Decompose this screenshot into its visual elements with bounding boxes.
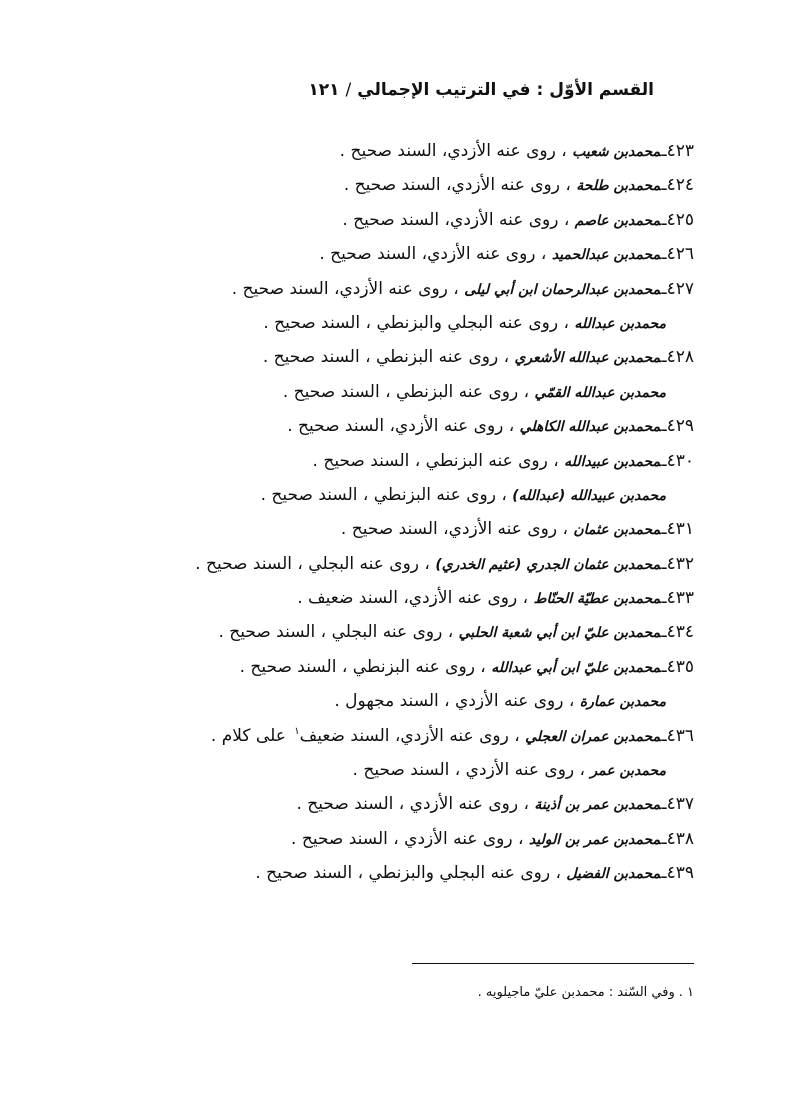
narrator-name: محمدبن طلحة: [576, 178, 661, 195]
entry-number: ٤٣٣: [666, 588, 694, 609]
entry-text: ، روى عنه البجلي ، السند صحيح .: [195, 553, 430, 574]
header-title: القسم الأوّل : في الترتيب الإجمالي: [357, 80, 654, 100]
narrator-name: محمدبن عبيدالله (عبدالله): [512, 487, 666, 504]
list-item: ٤٣٣ـمحمدبن عطيّة الحنّاط ، روى عنه الأزدي، السند ضعيف .: [297, 588, 694, 609]
entry-number: ٤٢٧: [666, 278, 694, 299]
narrator-name: محمدبن عبدالله القمّي: [534, 384, 666, 401]
entry-text: ، روى عنه الأزدي، السند صحيح .: [231, 278, 459, 299]
entry-number: ٤٣٢: [666, 553, 694, 574]
entry-number: ٤٣٤: [666, 622, 694, 643]
entry-text-continued: على كلام .: [210, 725, 286, 746]
narrator-name: محمدبن عمر: [590, 763, 666, 780]
entry-text: ، روى عنه البزنطي ، السند صحيح .: [260, 484, 507, 505]
narrator-name: محمدبن عمران العجلي: [525, 728, 661, 745]
list-item: ٤٣٢ـمحمدبن عثمان الجدري (عثيم الخدري) ، روى عنه البجلي ، السند صحيح .: [195, 553, 694, 574]
list-item: ٤٣٦ـمحمدبن عمران العجلي ، روى عنه الأزدي، السند ضعيف$^١$ على كلام .: [210, 725, 694, 746]
entry-text: ، روى عنه الأزدي، السند صحيح .: [343, 175, 571, 196]
list-item: ٤٢٧ـمحمدبن عبدالرحمان ابن أبي ليلى ، روى عنه الأزدي، السند صحيح .: [231, 278, 694, 299]
entry-number: ٤٢٤: [666, 175, 694, 196]
entry-number: ٤٢٣: [666, 141, 694, 161]
entry-number: ٤٣١: [666, 519, 694, 540]
list-item: ٤٣٩ـمحمدبن الفضيل ، روى عنه البجلي والبزنطي ، السند صحيح .: [255, 863, 694, 884]
entry-number: ٤٣٧: [666, 794, 694, 815]
entry-text: ، روى عنه البزنطي ، السند صحيح .: [312, 450, 559, 471]
footnote-text: وفي السّند : محمدبن عليّ ماجيلويه .: [477, 985, 675, 1000]
narrator-name: محمدبن عاصم: [574, 212, 661, 229]
entry-text: ، روى عنه الأزدي، السند صحيح .: [339, 141, 567, 161]
list-item: ٤٢٥ـمحمدبن عاصم ، روى عنه الأزدي، السند صحيح .: [342, 209, 694, 230]
list-item: ٤٢٤ـمحمدبن طلحة ، روى عنه الأزدي، السند صحيح .: [343, 175, 694, 196]
entry-text: ، روى عنه الأزدي ، السند صحيح .: [352, 760, 586, 781]
entry-text: ، روى عنه البزنطي ، السند صحيح .: [282, 381, 530, 402]
entry-text: ، روى عنه الأزدي، السند صحيح .: [287, 416, 515, 437]
entry-text: ، روى عنه البجلي ، السند صحيح .: [218, 622, 454, 643]
running-header: [134, 80, 654, 100]
narrator-name: محمدبن عليّ ابن أبي عبدالله: [491, 659, 661, 676]
footnote: [94, 985, 694, 1000]
list-item: ٤٣٠ـمحمدبن عبيدالله ، روى عنه البزنطي ، السند صحيح .: [312, 450, 694, 471]
list-item: ٤٢٩ـمحمدبن عبدالله الكاهلي ، روى عنه الأزدي، السند صحيح .: [287, 416, 694, 437]
list-item: ٤٣٥ـمحمدبن عليّ ابن أبي عبدالله ، روى عنه البزنطي ، السند صحيح .: [239, 656, 694, 677]
entry-number: ٤٢٦: [666, 244, 694, 265]
entry-text: ، روى عنه الأزدي، السند صحيح .: [319, 244, 547, 265]
list-item: ٤٢٦ـمحمدبن عبدالحميد ، روى عنه الأزدي، السند صحيح .: [319, 244, 694, 265]
list-item: ٤٣١ـمحمدبن عثمان ، روى عنه الأزدي، السند صحيح .: [340, 519, 694, 540]
footnote-number: ١ .: [678, 985, 694, 1000]
list-item: [74, 753, 694, 787]
narrator-name: محمدبن عبدالله الكاهلي: [519, 419, 661, 436]
narrator-name: محمدبن الفضيل: [566, 866, 661, 883]
narrator-name: محمدبن عثمان: [573, 522, 661, 539]
header-separator: /: [345, 80, 352, 100]
entry-text: ، روى عنه البجلي والبزنطي ، السند صحيح .: [255, 863, 561, 884]
narrator-name: محمدبن عبدالحميد: [551, 247, 661, 264]
list-item: ٤٢٣ـمحمدبن شعيب ، روى عنه الأزدي، السند صحيح .: [339, 141, 694, 161]
entry-text: ، روى عنه الأزدي، السند صحيح .: [340, 519, 568, 540]
entry-number: ٤٣٩: [666, 863, 694, 884]
list-item: ٤٢٨ـمحمدبن عبدالله الأشعري ، روى عنه البزنطي ، السند صحيح .: [262, 347, 694, 368]
narrator-name: محمدبن عثمان الجدري (عثيم الخدري): [435, 556, 661, 573]
narrator-list: [74, 134, 694, 891]
entry-text: ، روى عنه الأزدي، السند صحيح .: [342, 209, 570, 230]
narrator-name: محمدبن شعيب: [572, 144, 661, 160]
narrator-name: محمدبن عليّ ابن أبي شعبة الحلبي: [458, 625, 661, 642]
entry-number: ٤٢٥: [666, 209, 694, 230]
footnote-divider: [412, 963, 694, 964]
list-item: ٤٣٤ـمحمدبن عليّ ابن أبي شعبة الحلبي ، روى عنه البجلي ، السند صحيح .: [218, 622, 694, 643]
entry-number: ٤٣٠: [666, 450, 694, 471]
entry-number: ٤٣٥: [666, 656, 694, 677]
entry-number: ٤٣٨: [666, 828, 694, 849]
entry-text: ، روى عنه الأزدي ، السند مجهول .: [334, 691, 575, 712]
entry-number: ٤٣٦: [666, 725, 694, 746]
narrator-name: محمدبن عمارة: [579, 694, 666, 711]
narrator-name: محمدبن عمر بن أذينة: [534, 797, 661, 814]
narrator-name: محمدبن عطيّة الحنّاط: [533, 591, 661, 608]
entry-text: ، روى عنه البزنطي ، السند صحيح .: [262, 347, 510, 368]
page-number: ١٢١: [308, 80, 340, 100]
entry-text: ، روى عنه الأزدي ، السند صحيح .: [296, 794, 529, 815]
entry-text: ، روى عنه الأزدي، السند ضعيف: [299, 725, 520, 746]
list-item: [74, 306, 694, 340]
narrator-name: محمدبن عبدالرحمان ابن أبي ليلى: [464, 281, 661, 298]
list-item: ٤٣٧ـمحمدبن عمر بن أذينة ، روى عنه الأزدي ، السند صحيح .: [296, 794, 694, 815]
list-item: [74, 478, 694, 512]
narrator-name: محمدبن عبيدالله: [564, 453, 661, 470]
entry-number: ٤٢٩: [666, 416, 694, 437]
entry-text: ، روى عنه البجلي والبزنطي ، السند صحيح .: [263, 312, 569, 333]
entry-text: ، روى عنه البزنطي ، السند صحيح .: [239, 656, 486, 677]
list-item: [74, 375, 694, 409]
narrator-name: محمدبن عبدالله: [574, 315, 666, 332]
narrator-name: محمدبن عبدالله الأشعري: [514, 350, 661, 367]
footnote-reference[interactable]: ١: [294, 725, 300, 737]
list-item: [74, 684, 694, 718]
entry-text: ، روى عنه الأزدي ، السند صحيح .: [291, 828, 524, 849]
entry-text: ، روى عنه الأزدي، السند ضعيف .: [297, 588, 529, 609]
narrator-name: محمدبن عمر بن الوليد: [528, 831, 661, 848]
list-item: ٤٣٨ـمحمدبن عمر بن الوليد ، روى عنه الأزدي ، السند صحيح .: [291, 828, 694, 849]
entry-number: ٤٢٨: [666, 347, 694, 368]
